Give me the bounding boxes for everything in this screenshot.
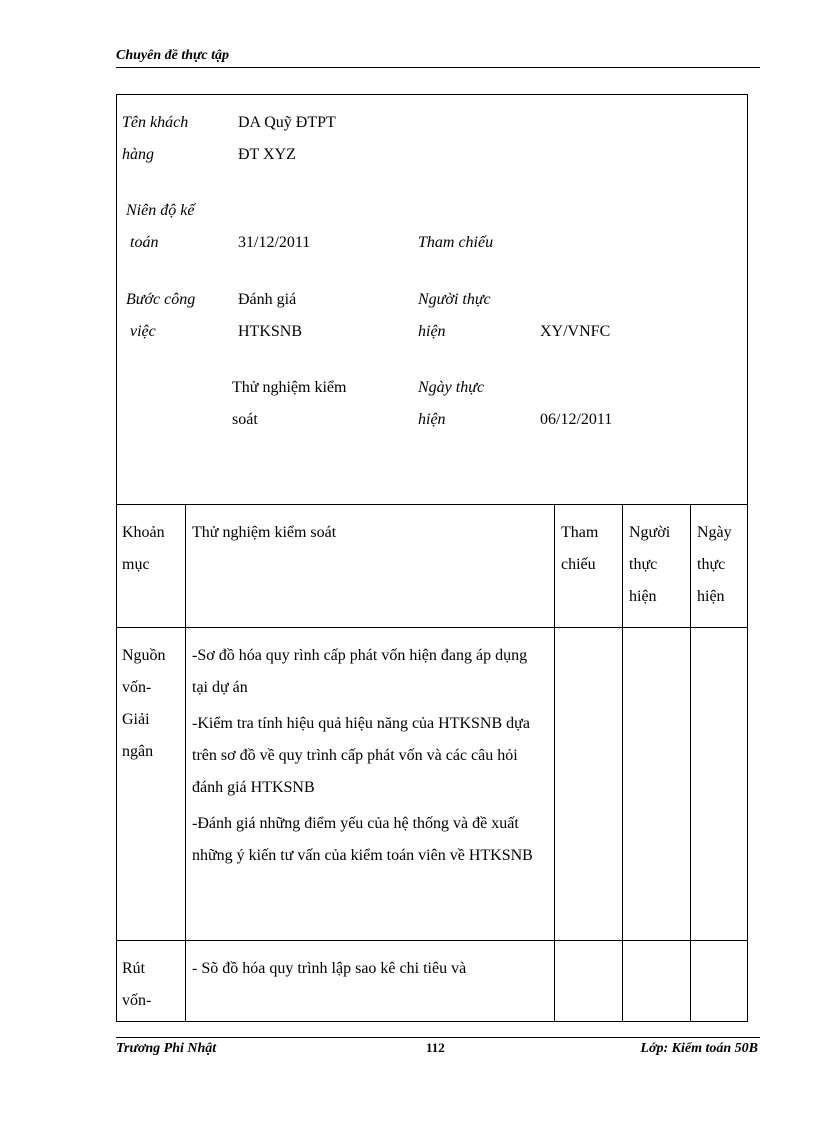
header-date-line: thực <box>697 556 726 573</box>
performer-value: XY/VNFC <box>540 323 611 340</box>
header-item-line: Khoản <box>122 524 165 541</box>
table-col-divider <box>622 504 623 1022</box>
header-reference <box>561 517 619 581</box>
header-reference-line: chiếu <box>561 556 596 573</box>
table-col-divider <box>554 504 555 1022</box>
period-value: 31/12/2011 <box>238 234 311 251</box>
row-item-line: Nguồn <box>122 647 166 664</box>
date-label-line2: hiện <box>418 411 446 428</box>
header-item-line: mục <box>122 556 150 573</box>
table-col-divider <box>185 504 186 1022</box>
step-value-line2: HTKSNB <box>238 323 303 340</box>
reference-label: Tham chiếu <box>418 234 494 251</box>
header-performer-line: hiện <box>629 588 657 605</box>
period-label-line2: toán <box>130 234 159 251</box>
row-item-line: Giải <box>122 711 150 728</box>
table-col-divider <box>690 504 691 1022</box>
client-value-line2: ĐT XYZ <box>238 146 296 163</box>
row-tests <box>192 640 544 876</box>
row-tests <box>192 953 544 989</box>
client-label-line2: hàng <box>122 146 154 163</box>
header-date-line: Ngày <box>697 524 732 541</box>
header-test: Thử nghiệm kiểm soát <box>192 524 337 541</box>
table-row-rule <box>116 940 748 941</box>
client-label-line1: Tên khách <box>122 114 189 131</box>
footer-class: Lớp: Kiểm toán 50B <box>640 1041 758 1056</box>
date-label-line1: Ngày thực <box>418 379 485 396</box>
row-item-line: ngân <box>122 743 154 760</box>
test-step: -Đánh giá những điểm yếu của hệ thống và đề xuất những ý kiến tư vấn của kiểm toán viên về HTKSNB <box>192 815 533 864</box>
row-item-line: vốn- <box>122 679 152 696</box>
header-rule <box>116 67 760 68</box>
header-date <box>697 517 747 613</box>
step-label-line1: Bước công <box>126 291 196 308</box>
test-value-line2: soát <box>232 411 258 428</box>
performer-label-line2: hiện <box>418 323 446 340</box>
step-value-line1: Đánh giá <box>238 291 297 308</box>
footer-author: Trương Phi Nhật <box>116 1041 217 1056</box>
test-step: - Sõ đồ hóa quy trình lập sao kê chi tiêu và <box>192 960 467 977</box>
row-item-line: vốn- <box>122 992 152 1009</box>
client-value-line1: DA Quỹ ĐTPT <box>238 114 336 131</box>
header-reference-line: Tham <box>561 524 599 541</box>
test-value-line1: Thử nghiệm kiểm <box>232 379 347 396</box>
performer-label-line1: Người thực <box>418 291 491 308</box>
table-header-rule <box>116 627 748 628</box>
date-value: 06/12/2011 <box>540 411 613 428</box>
header-title: Chuyên đề thực tập <box>116 48 230 63</box>
header-performer-line: thực <box>629 556 658 573</box>
header-date-line: hiện <box>697 588 725 605</box>
header-item <box>122 517 182 581</box>
row-item <box>122 640 182 768</box>
step-label-line2: việc <box>130 323 156 340</box>
test-step: -Kiểm tra tính hiệu quả hiệu năng của HTKSNB dựa trên sơ đồ về quy trình cấp phát vốn và các câu hỏi đánh giá HTKSNB <box>192 715 530 796</box>
period-label-line1: Niên độ kế <box>126 202 195 219</box>
row-item-line: Rút <box>122 960 146 977</box>
row-item <box>122 953 182 1017</box>
table-top-rule <box>116 504 748 505</box>
header-performer <box>629 517 687 613</box>
footer-page-number: 112 <box>426 1040 445 1055</box>
header-performer-line: Người <box>629 524 671 541</box>
footer-rule <box>116 1037 760 1038</box>
test-step: -Sơ đồ hóa quy rình cấp phát vốn hiện đang áp dụng tại dự án <box>192 647 528 696</box>
